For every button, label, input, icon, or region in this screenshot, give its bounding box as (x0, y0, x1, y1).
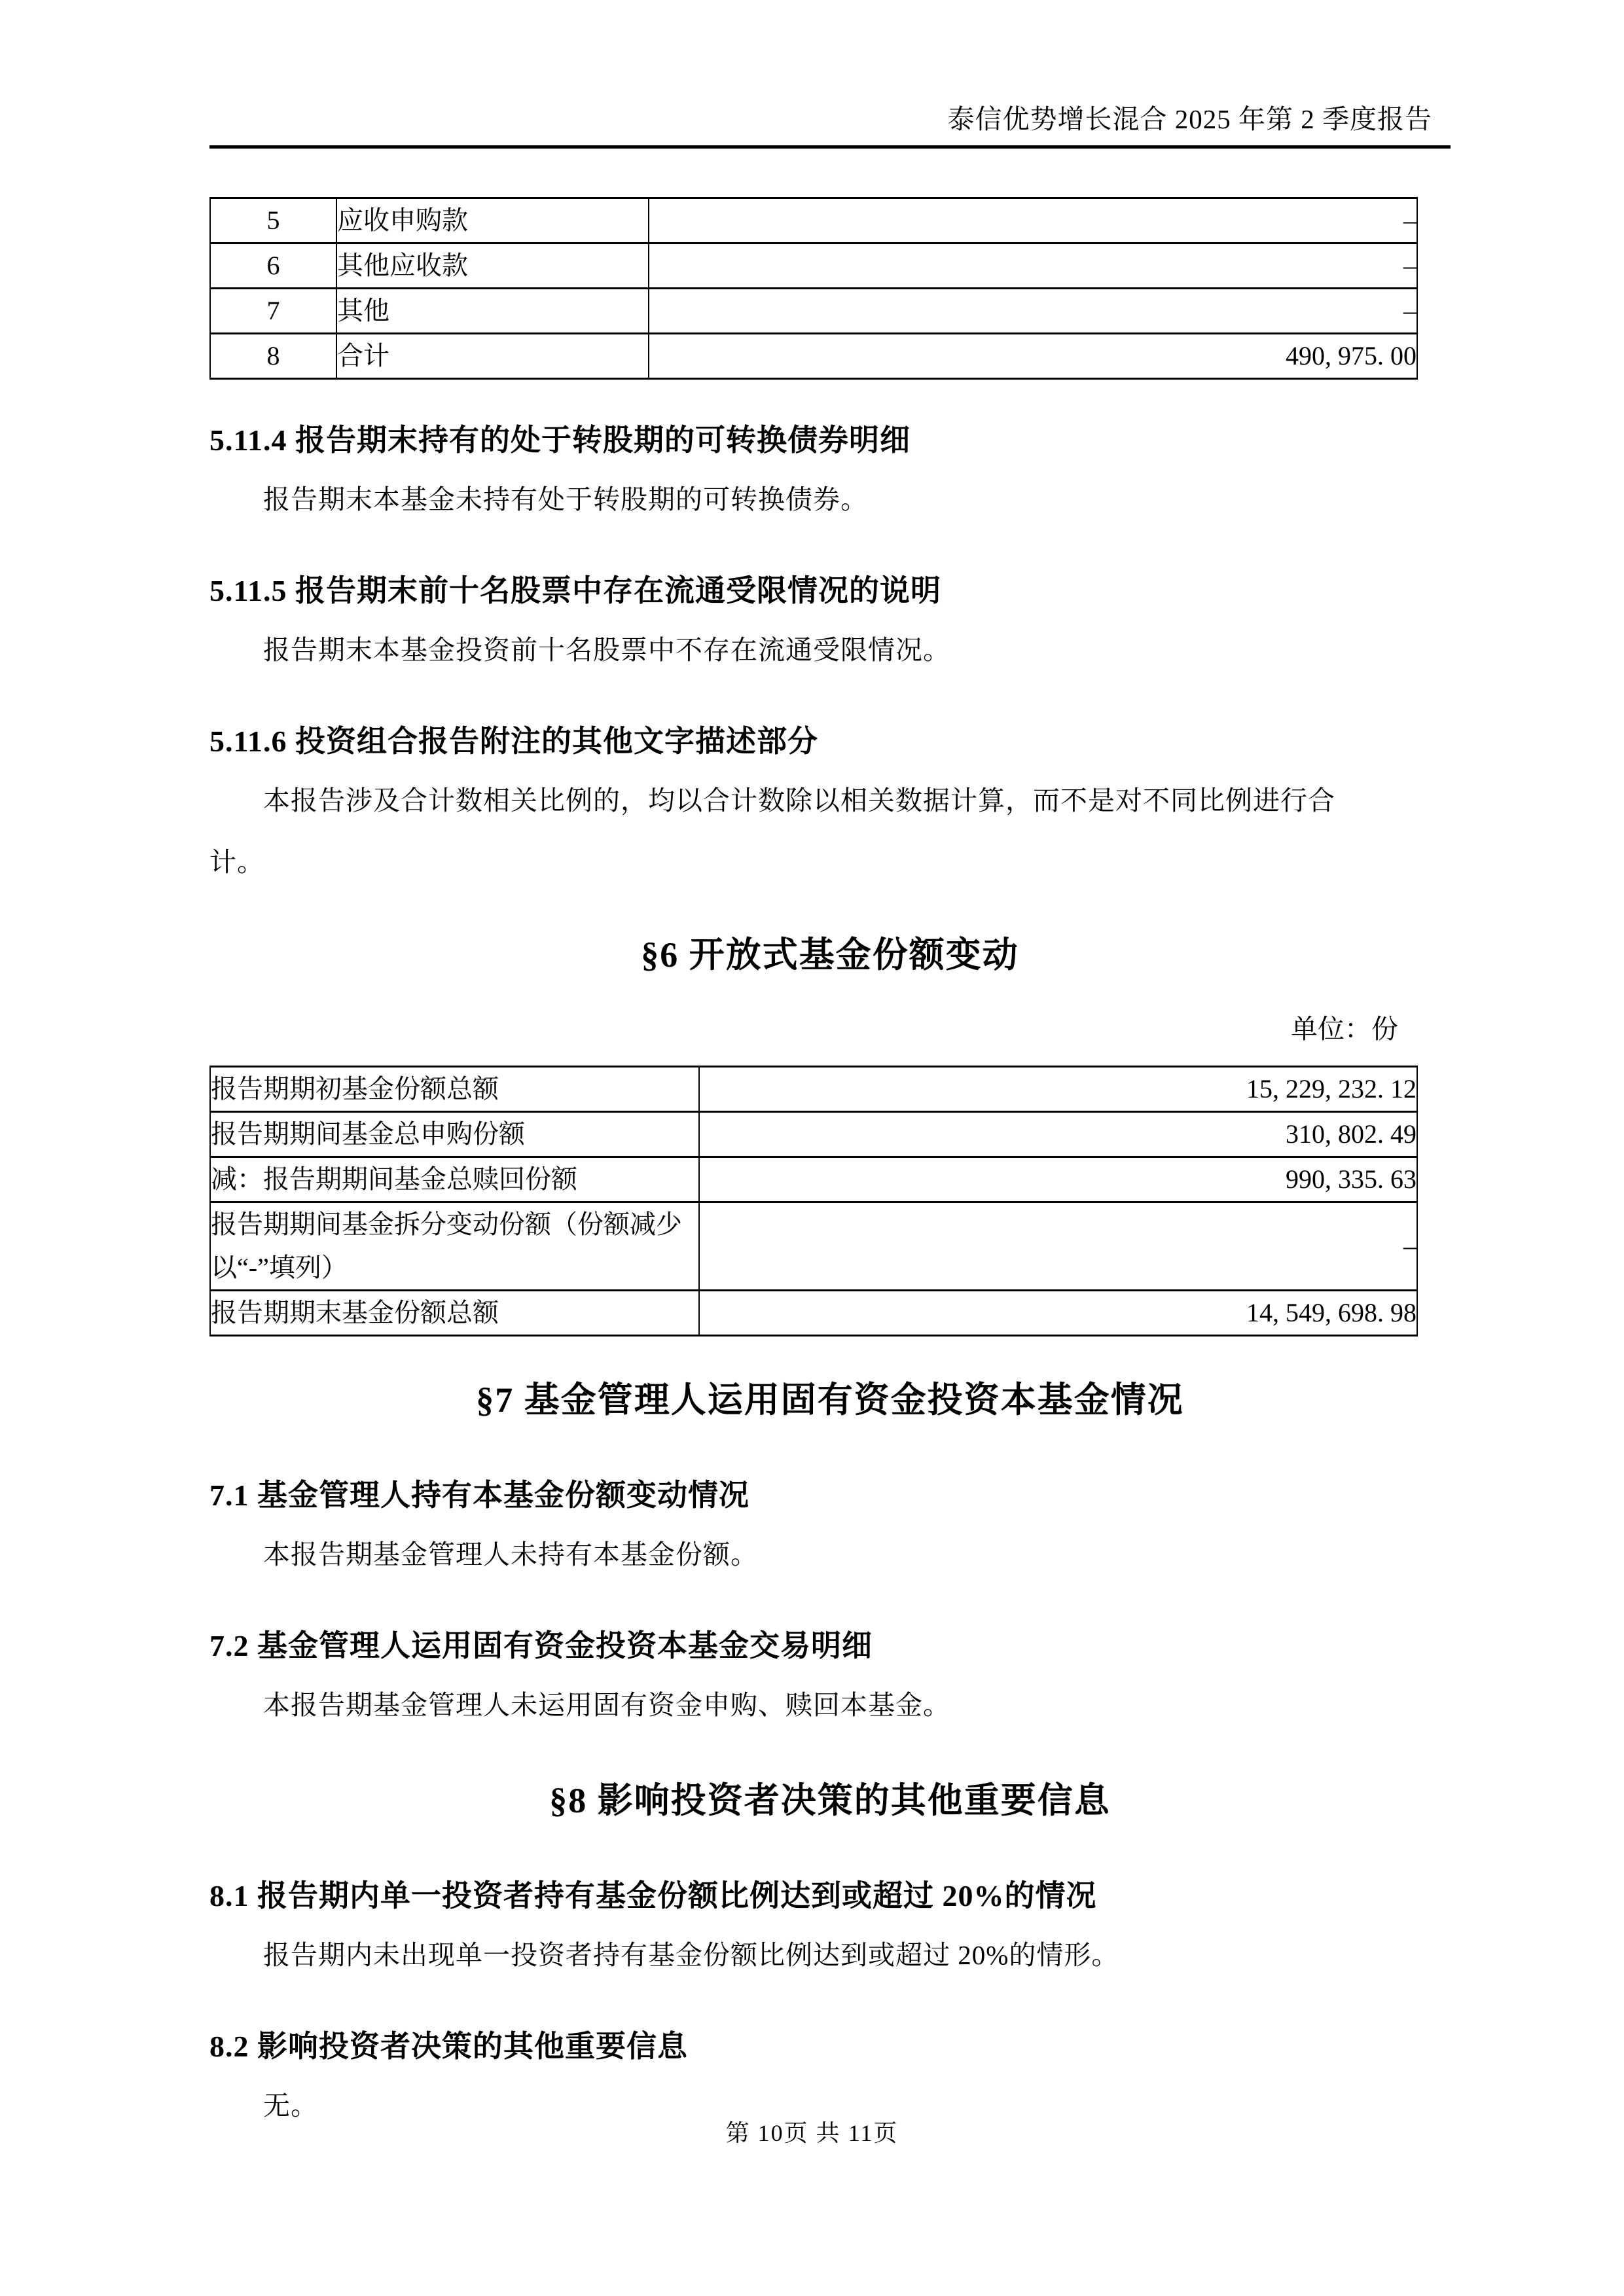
item-value-cell: 490, 975. 00 (649, 334, 1417, 379)
row-number-cell: 8 (210, 334, 336, 379)
item-label-cell: 应收申购款 (336, 198, 649, 243)
section-heading-5-11-4: 5.11.4 报告期末持有的处于转股期的可转换债券明细 (209, 423, 911, 457)
item-label-cell: 报告期期间基金总申购份额 (210, 1112, 699, 1157)
paragraph-line: 计。 (209, 847, 264, 877)
item-value-cell: – (649, 289, 1417, 334)
section-paragraph (209, 1674, 1451, 1736)
table-row (210, 198, 1417, 243)
page-header-title: 泰信优势增长混合 2025 年第 2 季度报告 (947, 104, 1432, 134)
chapter-heading-8: §8 影响投资者决策的其他重要信息 (549, 1781, 1111, 1820)
section-heading-8-1: 8.1 报告期内单一投资者持有基金份额比例达到或超过 20%的情况 (209, 1879, 1097, 1912)
item-label-cell: 报告期期初基金份额总额 (210, 1067, 699, 1112)
table-row (210, 289, 1417, 334)
item-label-cell: 报告期期末基金份额总额 (210, 1291, 699, 1336)
section-heading-7-1: 7.1 基金管理人持有本基金份额变动情况 (209, 1479, 749, 1512)
section-heading-5-11-6: 5.11.6 投资组合报告附注的其他文字描述部分 (209, 725, 818, 758)
item-value-cell: 310, 802. 49 (699, 1112, 1417, 1157)
section-heading-7-2: 7.2 基金管理人运用固有资金投资本基金交易明细 (209, 1629, 873, 1662)
paragraph-line: 报告期内未出现单一投资者持有基金份额比例达到或超过 20%的情形。 (263, 1940, 1119, 1970)
item-label-cell: 其他 (336, 289, 649, 334)
table-row (210, 1157, 1417, 1202)
row-number-cell: 5 (210, 198, 336, 243)
row-number-cell: 6 (210, 243, 336, 289)
page-number: 第 10页 共 11页 (725, 2120, 899, 2146)
paragraph-line: 无。 (263, 2090, 318, 2121)
table-row (210, 1067, 1417, 1112)
table-row (210, 1112, 1417, 1157)
section-paragraph (209, 469, 1451, 530)
paragraph-line: 本报告期基金管理人未运用固有资金申购、赎回本基金。 (263, 1690, 950, 1720)
table-row (210, 1202, 1417, 1291)
share-change-table (209, 1066, 1418, 1336)
receivables-table (209, 197, 1418, 380)
section-heading-5-11-5: 5.11.5 报告期末前十名股票中存在流通受限情况的说明 (209, 574, 941, 607)
page-content (209, 0, 1451, 2136)
unit-label: 单位：份 (1291, 1014, 1398, 1044)
item-label-cell: 减：报告期期间基金总赎回份额 (210, 1157, 699, 1202)
table-row (210, 334, 1417, 379)
item-value-cell: – (649, 198, 1417, 243)
header-rule (209, 145, 1451, 149)
section-paragraph (209, 770, 1451, 893)
section-paragraph (209, 1924, 1451, 1986)
item-label-cell: 其他应收款 (336, 243, 649, 289)
section-paragraph (209, 1524, 1451, 1585)
section-heading-8-2: 8.2 影响投资者决策的其他重要信息 (209, 2030, 688, 2063)
item-label-cell: 合计 (336, 334, 649, 379)
row-number-cell: 7 (210, 289, 336, 334)
item-label-cell: 报告期期间基金拆分变动份额（份额减少以“-”填列） (210, 1202, 699, 1291)
table-row (210, 1291, 1417, 1336)
chapter-heading-7: §7 基金管理人运用固有资金投资本基金情况 (476, 1380, 1184, 1420)
table-row (210, 243, 1417, 289)
item-value-cell: – (649, 243, 1417, 289)
item-value-cell: 14, 549, 698. 98 (699, 1291, 1417, 1336)
paragraph-line: 本报告期基金管理人未持有本基金份额。 (263, 1539, 758, 1570)
item-value-cell: – (699, 1202, 1417, 1291)
chapter-heading-6: §6 开放式基金份额变动 (641, 935, 1019, 975)
item-value-cell: 15, 229, 232. 12 (699, 1067, 1417, 1112)
paragraph-line: 报告期末本基金未持有处于转股期的可转换债券。 (263, 484, 868, 514)
paragraph-line: 本报告涉及合计数相关比例的，均以合计数除以相关数据计算，而不是对不同比例进行合 (263, 785, 1335, 816)
paragraph-line: 报告期末本基金投资前十名股票中不存在流通受限情况。 (263, 635, 950, 665)
section-paragraph (209, 619, 1451, 681)
item-value-cell: 990, 335. 63 (699, 1157, 1417, 1202)
